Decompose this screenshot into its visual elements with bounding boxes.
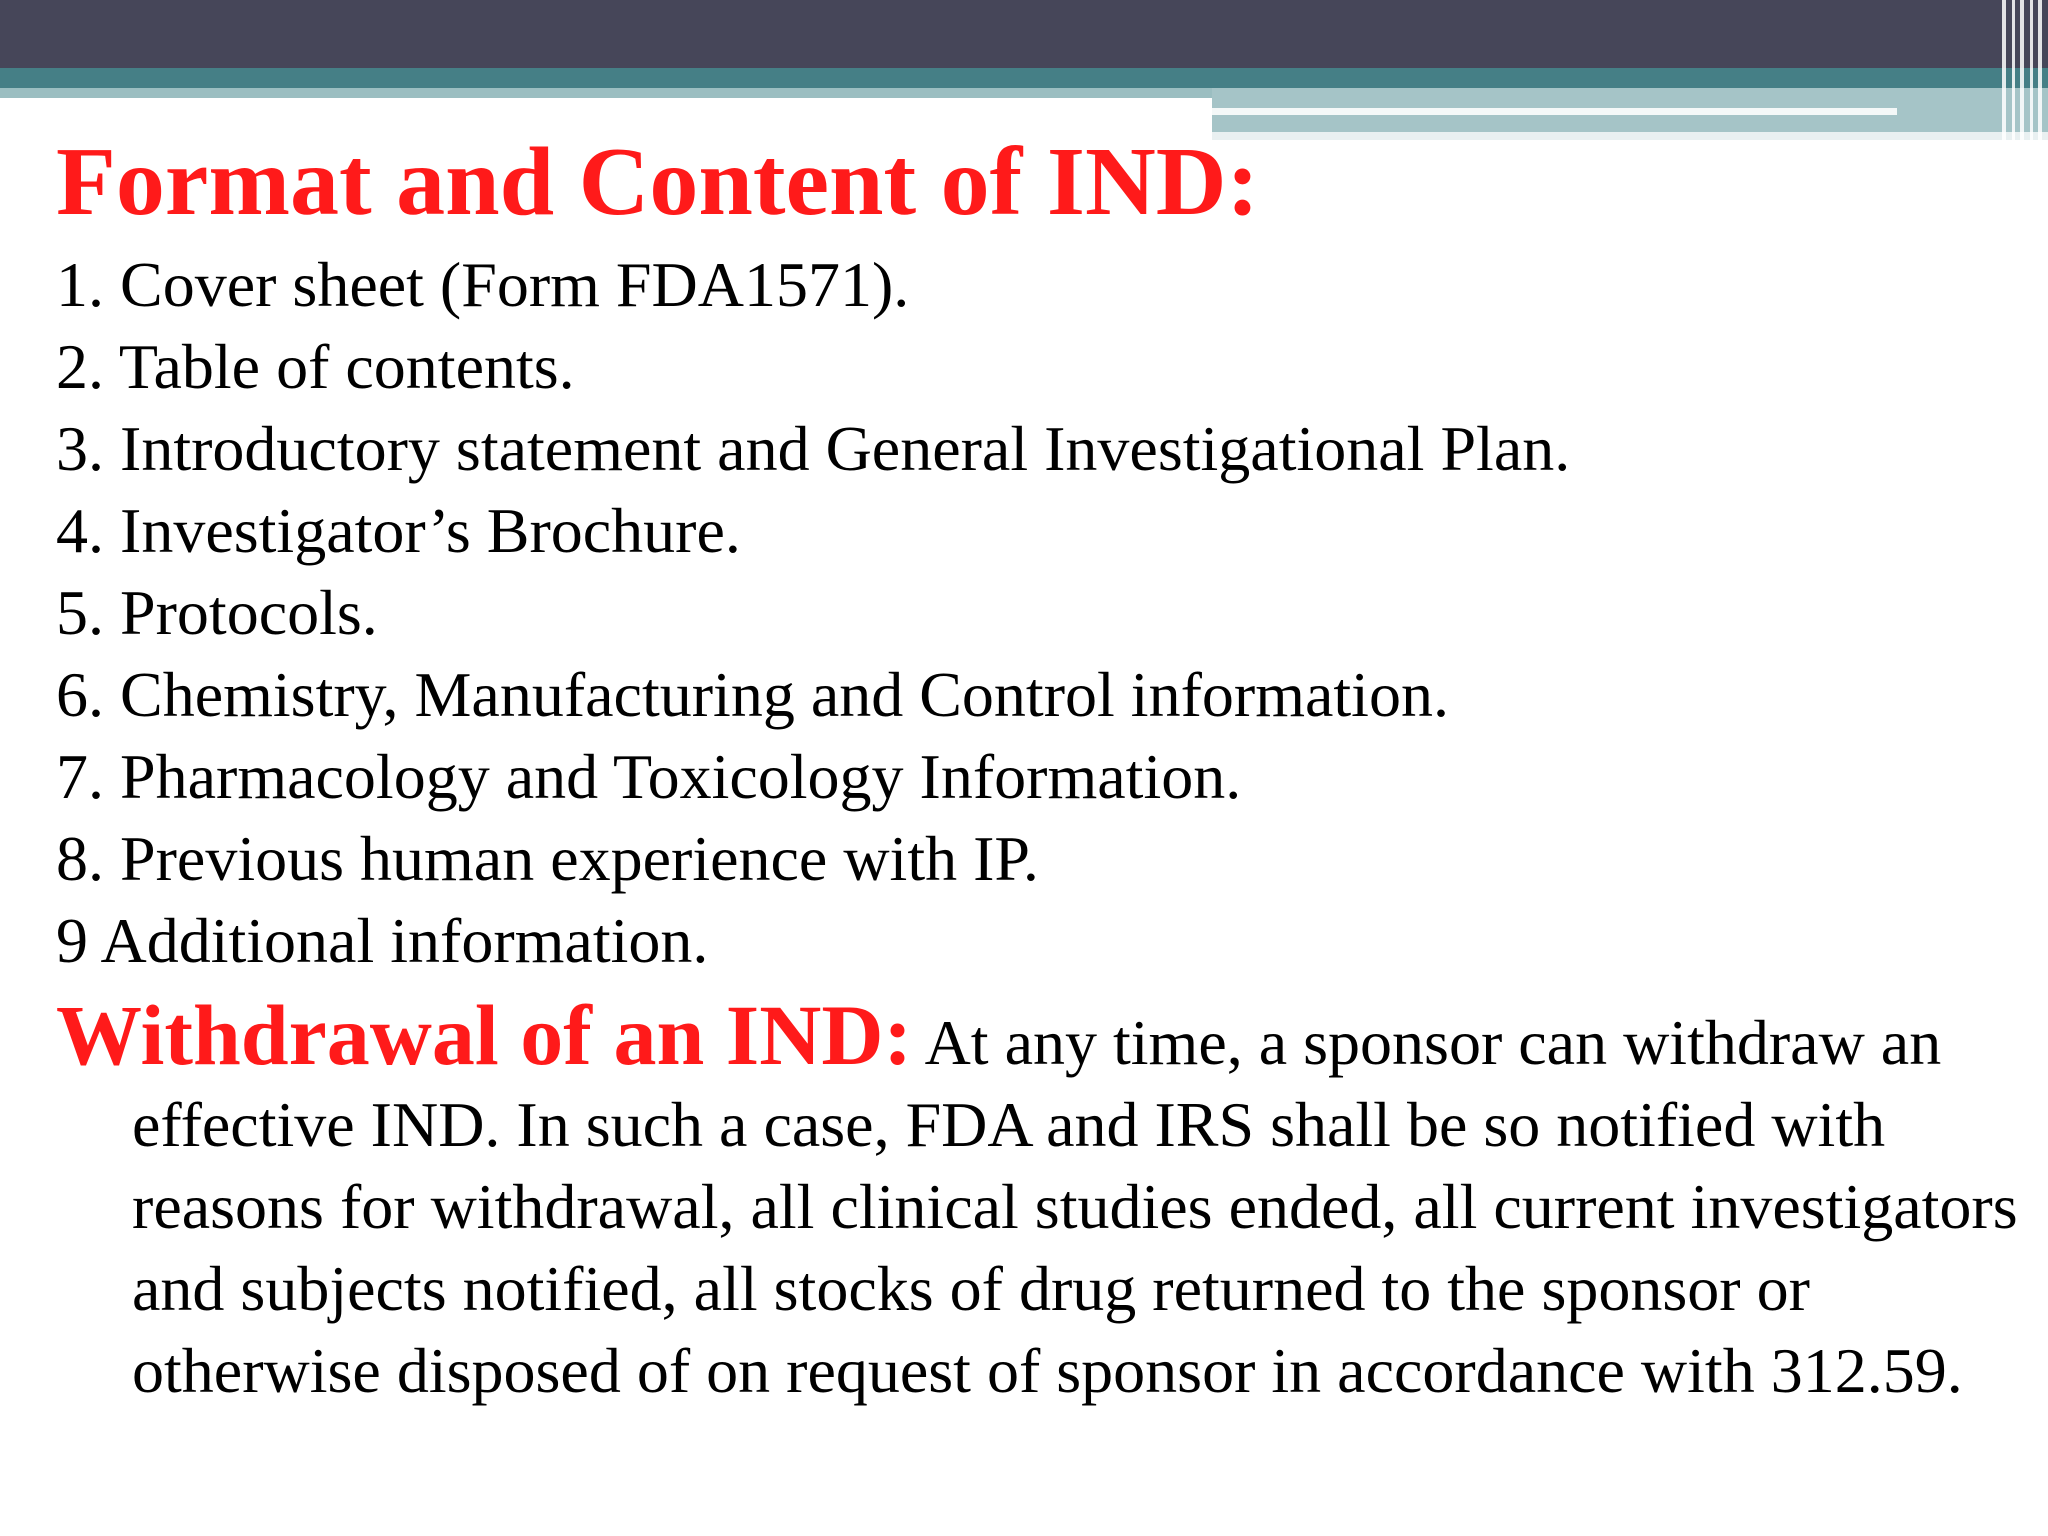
withdrawal-paragraph xyxy=(56,987,2048,1412)
corner-stripe xyxy=(2030,0,2033,140)
list-item: 6. Chemistry, Manufacturing and Control information. xyxy=(56,659,1449,730)
header-band-dark xyxy=(0,0,2048,68)
withdrawal-text: At any time, a sponsor can withdraw an effective IND. In such a case, FDA and IRS shall be so notified with reasons for withdrawal, all clinical studies ended, all current investigators and subjects notified, all stocks of drug returned to the sponsor or otherwise disposed of on request of sponsor in accordance with 312.59. xyxy=(132,1007,2018,1406)
ind-content-list xyxy=(56,244,2016,982)
withdrawal-heading: Withdrawal of an IND: xyxy=(56,987,913,1083)
list-item: 4. Investigator’s Brochure. xyxy=(56,495,741,566)
list-item: 8. Previous human experience with IP. xyxy=(56,823,1039,894)
list-item: 3. Introductory statement and General Investigational Plan. xyxy=(56,413,1571,484)
corner-stripe xyxy=(2038,0,2042,140)
header-band-thin xyxy=(0,88,1212,98)
list-item: 7. Pharmacology and Toxicology Information. xyxy=(56,741,1242,812)
corner-stripe xyxy=(2020,0,2024,140)
corner-stripe xyxy=(2012,0,2015,140)
header-band-teal xyxy=(0,68,2048,88)
list-item: 1. Cover sheet (Form FDA1571). xyxy=(56,249,910,320)
list-item: 9 Additional information. xyxy=(56,905,709,976)
slide-title: Format and Content of IND: xyxy=(56,128,1260,236)
header-highlight-line xyxy=(1212,108,1897,115)
list-item: 2. Table of contents. xyxy=(56,331,575,402)
list-item: 5. Protocols. xyxy=(56,577,378,648)
corner-stripes xyxy=(1996,0,2048,140)
slide-body xyxy=(56,124,2016,1412)
corner-stripe xyxy=(2002,0,2006,140)
